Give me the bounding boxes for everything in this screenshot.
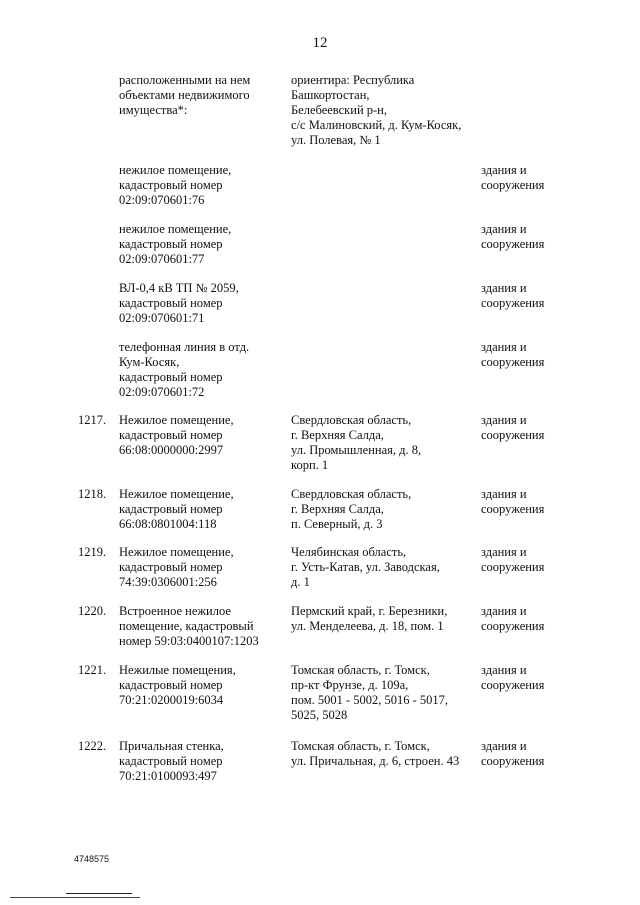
row-description: нежилое помещение, кадастровый номер 02:09:070601:77 [119,222,232,266]
row-description: расположенными на нем объектами недвижимого имущества*: [119,73,251,117]
row-description: Нежилое помещение, кадастровый номер 74:39:0306001:256 [119,545,234,589]
row-address: Томская область, г. Томск, ул. Причальная, д. 6, строен. 43 [291,739,460,768]
row-number: 1220. [78,604,107,618]
row-category: здания и сооружения [481,281,545,310]
row-category: здания и сооружения [481,604,545,633]
row-address: Челябинская область, г. Усть-Катав, ул. Заводская, д. 1 [291,545,440,589]
row-category: здания и сооружения [481,545,545,574]
row-address: Свердловская область, г. Верхняя Салда, ул. Промышленная, д. 8, корп. 1 [291,413,422,472]
row-description: Встроенное нежилое помещение, кадастровый номер 59:03:0400107:1203 [119,604,259,648]
page-number: 12 [312,35,328,51]
row-description: Причальная стенка, кадастровый номер 70:21:0100093:497 [119,739,224,783]
row-number: 1218. [78,487,107,501]
document-code: 4748575 [74,854,110,864]
row-description: Нежилое помещение, кадастровый номер 66:08:0000000:2997 [119,413,234,457]
footer-rule [66,893,132,894]
row-number: 1222. [78,739,107,753]
row-number: 1221. [78,663,107,677]
row-number: 1217. [78,413,107,427]
row-category: здания и сооружения [481,163,545,192]
row-description: Нежилые помещения, кадастровый номер 70:21:0200019:6034 [119,663,236,707]
row-address: Томская область, г. Томск, пр-кт Фрунзе, д. 109а, пом. 5001 - 5002, 5016 - 5017, 5025, 5028 [291,663,449,722]
row-category: здания и сооружения [481,663,545,692]
row-number: 1219. [78,545,107,559]
row-category: здания и сооружения [481,222,545,251]
row-address: Пермский край, г. Березники, ул. Менделеева, д. 18, пом. 1 [291,604,448,633]
row-category: здания и сооружения [481,739,545,768]
row-category: здания и сооружения [481,487,545,516]
row-description: ВЛ-0,4 кВ ТП № 2059, кадастровый номер 02:09:070601:71 [119,281,239,325]
footer-rule-secondary [10,897,140,898]
row-description: нежилое помещение, кадастровый номер 02:09:070601:76 [119,163,232,207]
row-category: здания и сооружения [481,413,545,442]
row-description: телефонная линия в отд. Кум-Косяк, кадастровый номер 02:09:070601:72 [119,340,250,399]
row-address: ориентира: Республика Башкортостан, Белебеевский р-н, с/с Малиновский, д. Кум-Косяк, ул. Полевая, № 1 [291,73,462,147]
row-address: Свердловская область, г. Верхняя Салда, п. Северный, д. 3 [291,487,412,531]
row-description: Нежилое помещение, кадастровый номер 66:08:0801004:118 [119,487,234,531]
row-category: здания и сооружения [481,340,545,369]
